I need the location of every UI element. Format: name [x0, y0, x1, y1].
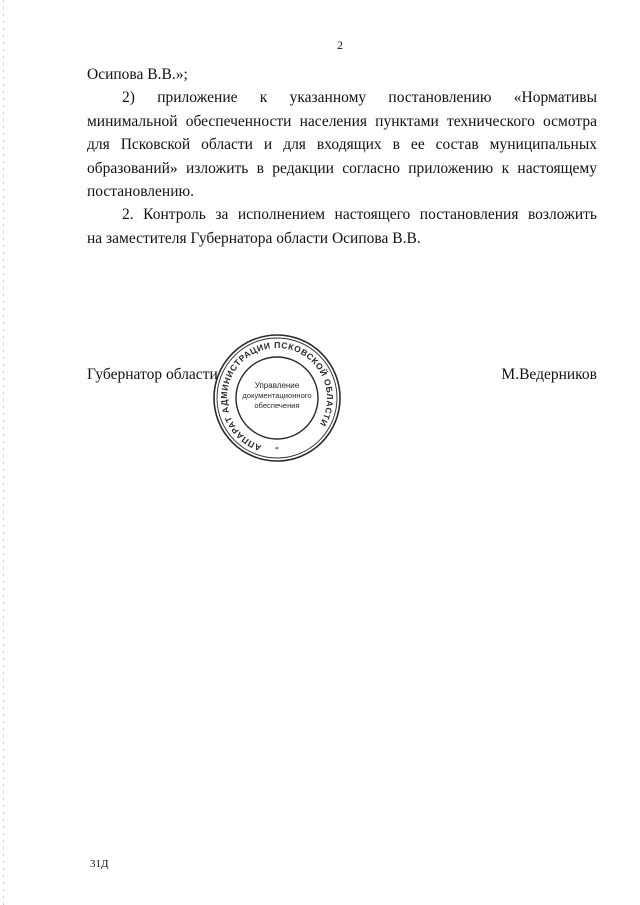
- text-line: 2) приложение к указанному постановлению «Нормативы: [122, 89, 597, 106]
- seal-center-line: обеспечения: [254, 401, 300, 410]
- text-line: для Псковской области и для входящих в ее состав муниципальных: [87, 136, 597, 153]
- seal-star-icon: *: [275, 445, 279, 454]
- scan-edge: [3, 0, 4, 905]
- text-line: на заместителя Губернатора области Осипова В.В.: [87, 229, 421, 247]
- seal-center-line: документационного: [242, 391, 312, 400]
- text-line: постановлению.: [87, 183, 194, 200]
- footer-code: 31Д: [90, 858, 109, 870]
- page-number: 2: [337, 38, 343, 52]
- paragraph-appendix-amendment: [87, 86, 597, 204]
- text-line: образований» изложить в редакции согласно приложению к настоящему: [87, 159, 597, 177]
- seal-center-line: Управление: [254, 381, 300, 390]
- signatory-name: М.Ведерников: [501, 366, 597, 383]
- text-line: минимальной обеспеченности населения пунктами технического осмотра: [87, 112, 597, 130]
- seal-ring-text: АППАРАТ АДМИНИСТРАЦИИ ПСКОВСКОЙ ОБЛАСТИ: [218, 339, 336, 454]
- paragraph-control: [87, 203, 597, 250]
- text-line: Осипова В.В.»;: [87, 66, 188, 83]
- text-line: 2. Контроль за исполнением настоящего постановления возложить: [122, 206, 597, 223]
- signatory-title: Губернатор области: [87, 366, 218, 383]
- paragraph-continuation: [87, 63, 597, 87]
- official-seal-stamp: [212, 333, 342, 463]
